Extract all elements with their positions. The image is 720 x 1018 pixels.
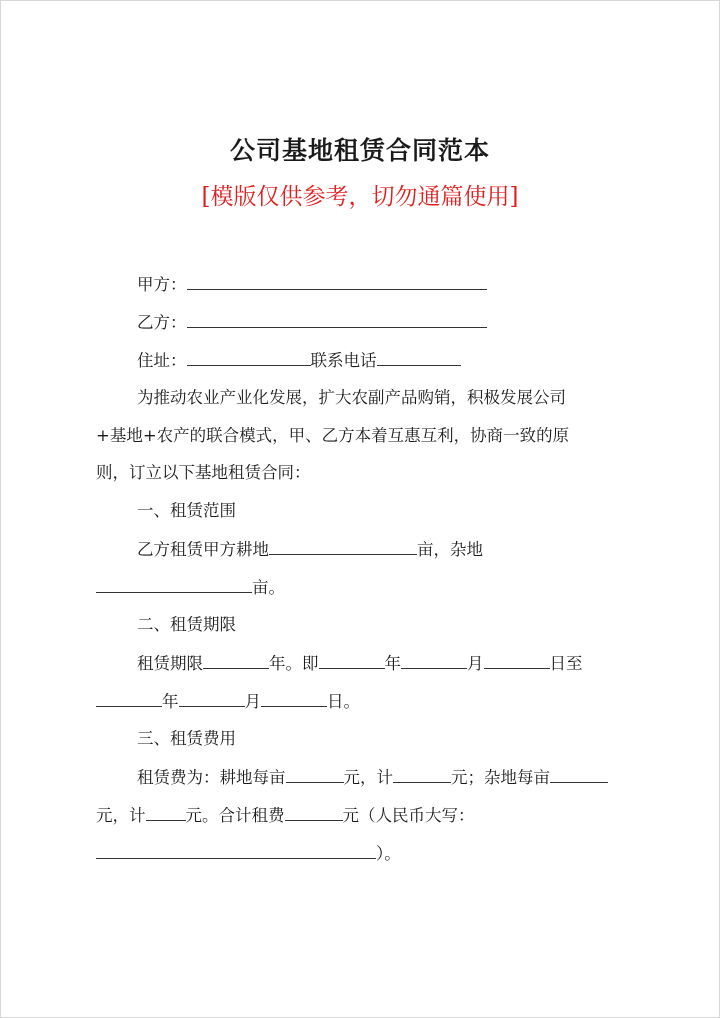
address-line <box>137 349 461 372</box>
party-a-line <box>137 273 487 296</box>
phone-blank[interactable] <box>377 349 461 366</box>
intro-line-1: 为推动农业产业化发展，扩大农副产品购销，积极发展公司 <box>137 388 566 407</box>
section1-line-1 <box>137 538 483 561</box>
address-blank[interactable] <box>187 349 311 366</box>
start-day-blank[interactable] <box>484 652 550 669</box>
section3-line-1 <box>137 766 608 789</box>
section1-text-a: 乙方租赁甲方耕地 <box>137 540 269 559</box>
party-b-line <box>137 311 487 334</box>
party-a-label: 甲方： <box>137 275 187 294</box>
section3-text-c: 元；杂地每亩 <box>451 768 550 787</box>
total-rent-blank[interactable] <box>285 804 343 821</box>
section2-text-b: 年。即 <box>269 654 319 673</box>
section1-heading: 一、租赁范围 <box>137 501 236 520</box>
section3-heading: 三、租赁费用 <box>137 729 236 748</box>
start-year-blank[interactable] <box>319 652 385 669</box>
section2-heading: 二、租赁期限 <box>137 615 236 634</box>
party-b-blank[interactable] <box>187 311 487 328</box>
end-day-blank[interactable] <box>261 690 327 707</box>
section2-text-d: 月 <box>467 654 484 673</box>
misc-land-price-blank[interactable] <box>550 766 608 783</box>
party-a-blank[interactable] <box>187 273 487 290</box>
section3-line-2 <box>96 804 475 827</box>
section1-line-2 <box>96 576 285 599</box>
section1-text-b: 亩，杂地 <box>417 540 483 559</box>
misc-land-total-blank[interactable] <box>146 804 186 821</box>
template-notice: [模版仅供参考，切勿通篇使用] <box>201 184 519 210</box>
lease-years-blank[interactable] <box>203 652 269 669</box>
end-year-blank[interactable] <box>96 690 162 707</box>
intro-line-3: 则，订立以下基地租赁合同： <box>96 463 311 482</box>
end-month-blank[interactable] <box>179 690 245 707</box>
section3-text-g: ）。 <box>376 844 401 863</box>
section3-line-3 <box>96 842 401 865</box>
section2-line-2 <box>96 690 360 713</box>
section2-text-f: 年 <box>162 692 179 711</box>
section2-text-g: 月 <box>244 692 261 711</box>
section2-line-1 <box>137 652 583 675</box>
party-b-label: 乙方： <box>137 313 187 332</box>
farmland-area-blank[interactable] <box>269 538 417 555</box>
section3-text-a: 租赁费为：耕地每亩 <box>137 768 286 787</box>
section1-text-c: 亩。 <box>252 578 285 597</box>
intro-line-2: +基地+农产的联合模式，甲、乙方本着互惠互利，协商一致的原 <box>96 426 570 445</box>
document-title: 公司基地租赁合同范本 <box>229 136 490 165</box>
phone-label: 联系电话 <box>310 351 377 370</box>
section2-text-e: 日至 <box>549 654 583 673</box>
section3-text-f: 元（人民币大写： <box>342 806 475 825</box>
section3-text-d: 元，计 <box>96 806 146 825</box>
farmland-price-blank[interactable] <box>286 766 344 783</box>
farmland-total-blank[interactable] <box>393 766 451 783</box>
rent-uppercase-blank[interactable] <box>96 842 376 859</box>
section2-text-h: 日。 <box>327 692 360 711</box>
section2-text-c: 年 <box>384 654 401 673</box>
section3-text-b: 元，计 <box>343 768 393 787</box>
misc-land-area-blank[interactable] <box>96 576 252 593</box>
section3-text-e: 元。合计租费 <box>185 806 285 825</box>
start-month-blank[interactable] <box>401 652 467 669</box>
section2-text-a: 租赁期限 <box>137 654 203 673</box>
address-label: 住址： <box>137 351 187 370</box>
